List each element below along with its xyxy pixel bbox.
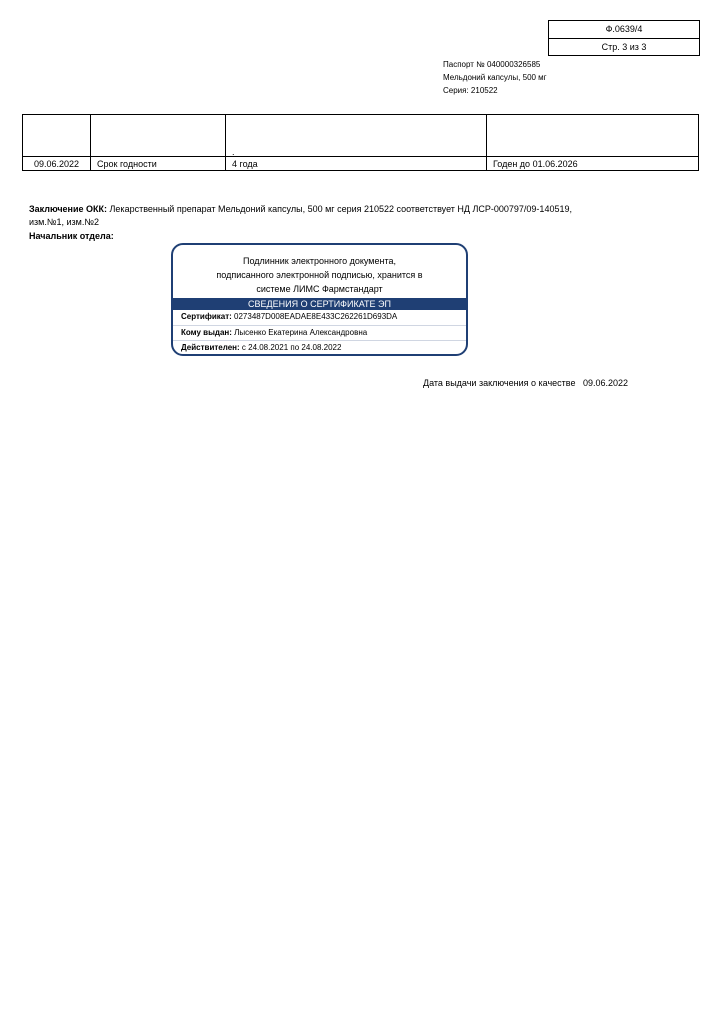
passport-product: Мельдоний капсулы, 500 мг <box>443 73 547 82</box>
electronic-signature-stamp <box>171 243 468 356</box>
certificate-label: Сертификат: <box>181 312 232 321</box>
passport-series: Серия: 210522 <box>443 86 498 95</box>
certificate-row <box>173 310 466 325</box>
form-code-box <box>548 20 700 56</box>
conclusion-text: Лекарственный препарат Мельдоний капсулы, 500 мг серия 210522 соответствует НД ЛСР-000797/09-140519, изм.№1, изм.№2 <box>29 204 572 227</box>
cell-note: Годен до 01.06.2026 <box>487 157 699 171</box>
stamp-line-3: системе ЛИМС Фармстандарт <box>256 284 383 294</box>
cell-parameter: Срок годности <box>91 157 226 171</box>
passport-number: Паспорт № 040000326585 <box>443 60 541 69</box>
stamp-description <box>173 245 466 296</box>
conclusion-label: Заключение ОКК: <box>29 204 108 214</box>
stamp-line-1: Подлинник электронного документа, <box>243 256 396 266</box>
certificate-value: 0273487D008EADAE8E433C262261D693DA <box>234 312 398 321</box>
issue-date-value: 09.06.2022 <box>582 378 629 388</box>
issue-date-label: Дата выдачи заключения о качестве <box>423 378 576 388</box>
stamp-header: СВЕДЕНИЯ О СЕРТИФИКАТЕ ЭП <box>173 298 466 310</box>
test-results-table <box>22 114 699 171</box>
table-row <box>23 115 699 157</box>
cell-note <box>487 115 699 157</box>
issue-date <box>423 378 628 388</box>
qc-conclusion <box>29 203 589 229</box>
cell-date <box>23 115 91 157</box>
stamp-line-2: подписанного электронной подписью, хранится в <box>216 270 423 280</box>
cell-value <box>226 115 487 157</box>
table-row <box>23 157 699 171</box>
passport-info <box>443 58 547 97</box>
issued-to-label: Кому выдан: <box>181 327 232 337</box>
validity-value: с 24.08.2021 по 24.08.2022 <box>241 343 342 352</box>
cell-parameter <box>91 115 226 157</box>
validity-label: Действителен: <box>181 343 240 352</box>
validity-row <box>173 340 466 356</box>
head-of-department: Начальник отдела: <box>29 231 114 241</box>
cell-date: 09.06.2022 <box>23 157 91 171</box>
issued-to-row <box>173 325 466 341</box>
page-number: Стр. 3 из 3 <box>549 38 699 55</box>
issued-to-value: Лысенко Екатерина Александровна <box>234 327 368 337</box>
cell-value: 4 года <box>226 157 487 171</box>
cell-value-text: . <box>232 147 235 157</box>
form-code: Ф.0639/4 <box>605 24 643 34</box>
